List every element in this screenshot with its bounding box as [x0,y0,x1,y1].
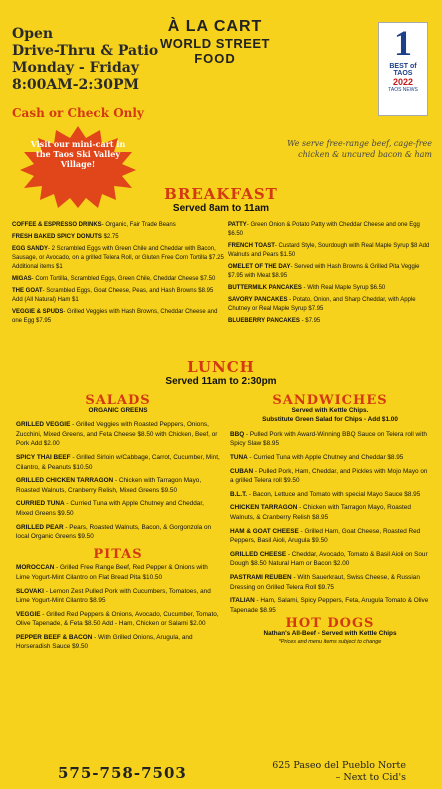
hours-block [12,26,158,94]
menu-item [16,476,220,495]
menu-item [12,245,224,272]
menu-item [230,430,430,449]
item-desc: - Chicken with Tarragon Mayo, Roasted Walnuts, & Cranberry Relish $8.95 [230,504,411,521]
item-desc: - Custard Style, Sourdough with Real Maple Syrup $8 Add Walnuts and Pears $1.50 [228,243,430,258]
item-name: CUBAN [230,467,254,475]
item-name: HAM & GOAT CHEESE [230,527,299,535]
item-name: CURRIED TUNA [16,500,65,508]
menu-item [12,287,224,305]
menu-item [230,467,430,486]
item-desc: - With Grilled Onions, Arugula, and Horseradish Sauce $9.50 [16,633,193,651]
address-line-1: 625 Paseo del Pueblo Norte [272,760,406,771]
best-of-taos-badge [378,22,428,116]
breakfast-hours: Served 8am to 11am [172,203,270,214]
item-desc: - Grilled Red Peppers & Onions, Avocado, Cucumber, Tomato, Olive Tapenade, & Feta $8.50 Add - Ham, Chicken or Salami $2.00 [16,610,219,628]
brand-line-1: À LA CART [167,18,263,35]
breakfast-right-column [228,221,432,329]
menu-item [16,499,220,518]
mini-cart-note: Visit our mini-cart in the Taos Ski Valley Village! [30,139,126,169]
item-desc: - Organic, Fair Trade Beans [101,222,176,228]
item-name: CHICKEN TARRAGON [230,504,298,512]
item-desc: - 2 Scrambled Eggs with Green Chile and Cheddar with Bacon, Sausage, or Avocado, on a grilled Telera Roll, or Gluten Free Corn Tortilla $7.25 Additional items $1 [12,246,224,270]
sandwiches-title: SANDWICHES [272,393,388,408]
lunch-title: LUNCH [187,358,255,376]
item-name: PEPPER BEEF & BACON [16,633,93,641]
item-desc: - Chicken with Tarragon Mayo, Roasted Walnuts, Cranberry Relish, Mixed Greens $9.50 [16,477,202,494]
menu-item [228,296,432,314]
free-range-note: We serve free-range beef, cage-free chicken & uncured bacon & ham [287,139,432,159]
item-name: VEGGIE & SPUDS [12,309,64,315]
item-name: COFFEE & ESPRESSO DRINKS [12,222,102,228]
menu-item [16,610,220,629]
badge-news: TAOS NEWS [388,87,418,93]
menu-item [12,233,224,242]
item-desc: - With Real Maple Syrup $6.50 [301,285,386,291]
item-name: ITALIAN [230,597,255,605]
item-name: BBQ [230,430,245,438]
item-name: GRILLED CHICKEN TARRAGON [16,477,114,485]
hotdogs-title: HOT DOGS [285,616,375,632]
item-desc: - Ham, Salami, Spicy Peppers, Feta, Arugula Tomato & Olive Tapenade $8.95 [230,597,429,614]
lunch-hours: Served 11am to 2:30pm [165,376,277,387]
badge-number: 1 [394,23,412,63]
brand-line-3: FOOD [194,51,236,66]
menu-item [230,503,430,522]
sandwiches-column [230,393,430,648]
item-desc: - Scrambled Eggs, Goat Cheese, Peas, and Hash Browns $8.95 Add (All Natural) Ham $1 [12,288,214,303]
item-desc: - Served with Hash Browns & Grilled Pita Veggie $7.95 with Meat $8.95 [228,264,420,279]
item-name: FRENCH TOAST [228,243,275,249]
address-block [246,760,406,784]
item-desc: - Lemon Zest Pulled Pork with Cucumbers, Tomatoes, and Lime Yogurt-Mint Cilantro $8.95 [16,587,211,605]
item-desc: - Potato, Onion, and Sharp Cheddar, with Apple Chutney or Real Maple Syrup $7.95 [228,297,416,312]
menu-item [230,453,430,463]
pitas-title: PITAS [93,546,143,562]
item-desc: - Green Onion & Potato Patty with Cheddar Cheese and one Egg $6.50 [228,222,420,237]
item-name: BLUEBERRY PANCAKES [228,318,300,324]
item-desc: - Bacon, Lettuce and Tomato with special Mayo Sauce $8.95 [247,490,421,498]
item-desc: $2.75 [101,234,119,240]
payment-note: Cash or Check Only [12,106,144,120]
phone-number: 575-758-7503 [58,764,187,782]
menu-item [12,308,224,326]
lunch-header [0,358,442,387]
badge-year: 2022 [392,77,414,87]
item-name: SPICY THAI BEEF [16,453,71,461]
item-desc: - Pulled Pork, Ham, Cheddar, and Pickles with Mojo Mayo on a grilled Telera roll $9.50 [230,467,428,485]
salads-title: SALADS [85,393,151,408]
item-desc: - $7.95 [299,318,321,324]
menu-item [16,633,220,652]
menu-item [12,275,224,284]
item-name: THE GOAT [12,288,43,294]
item-name: FRESH BAKED SPICY DONUTS [12,234,102,240]
address-line-2: – Next to Cid's [335,772,406,783]
item-desc: - Grilled Free Range Beef, Red Pepper & Onions with Lime Yogurt-Mint Cilantro on Flat Bread Pita $10.50 [16,564,208,581]
item-desc: - Corn Tortilla, Scrambled Eggs, Green Chile, Cheddar Cheese $7.50 [31,276,216,282]
item-desc: - Pulled Pork with Award-Winning BBQ Sauce on Telera roll with Spicy Slaw $8.95 [230,430,427,448]
menu-item [16,587,220,606]
badge-best: BEST of TAOS [389,63,417,77]
service-label: Drive-Thru & Patio [12,43,159,59]
menu-item [230,596,430,615]
item-desc: - Curried Tuna with Apple Chutney and Cheddar $8.95 [247,453,404,461]
menu-item [16,563,220,582]
days-label: Monday - Friday [12,60,139,76]
item-name: B.L.T. [230,490,248,498]
item-name: GRILLED VEGGIE [16,421,71,429]
salads-sub: ORGANIC GREENS [88,406,148,414]
menu-item [230,550,430,569]
hotdogs-line: Nathan's All-Beef - Served with Kettle Chips [263,629,397,637]
item-name: SAVORY PANCAKES [228,297,288,303]
item-desc: - Grilled Veggies with Roasted Peppers, Onions, Zucchini, Mixed Greens, and Feta Cheese $8.50 with Chicken, Beef, or Pork Add $2.00 [16,421,218,448]
item-desc: - Grilled Sirloin w/Cabbage, Carrot, Cucumber, Mint, Cilantro, & Peanuts $10.50 [16,453,220,471]
item-desc: - Cheddar, Avocado, Tomato & Basil Aioli on Sour Dough $8.50 Natural Ham or Bacon $2.00 [230,550,428,568]
open-label: Open [12,26,54,42]
item-name: MIGAS [12,276,32,282]
breakfast-header [0,185,442,214]
hours-label: 8:00AM-2:30PM [12,77,139,93]
item-name: EGG SANDY [12,246,49,252]
item-name: MOROCCAN [16,564,55,572]
menu-item [228,242,432,260]
sandwiches-sub-2: Substitute Green Salad for Chips - Add $1.00 [262,416,398,424]
menu-item [228,221,432,239]
salads-column [16,393,220,656]
item-desc: - Grilled Ham, Goat Cheese, Roasted Red Peppers, Basil Aioli, Arugula $9.50 [230,527,421,545]
item-desc: - Pears, Roasted Walnuts, Bacon, & Gorgonzola on local Organic Greens $9.50 [16,523,212,541]
item-name: GRILLED CHEESE [230,550,287,558]
menu-item [230,490,430,500]
item-name: GRILLED PEAR [16,523,64,531]
breakfast-left-column [12,221,224,329]
menu-item [228,263,432,281]
price-note: *Prices and menu items subject to change [278,639,382,646]
menu-item [230,527,430,546]
item-name: TUNA [230,453,248,461]
item-desc: - Grilled Veggies with Hash Browns, Cheddar Cheese and one Egg $7.95 [12,309,218,324]
menu-item [12,221,224,230]
menu-item [228,284,432,293]
item-name: OMELET OF THE DAY [228,264,291,270]
item-desc: - Curried Tuna with Apple Chutney and Cheddar, Mixed Greens $9.50 [16,500,204,517]
item-name: BUTTERMILK PANCAKES [228,285,302,291]
sandwiches-sub-1: Served with Kettle Chips. [291,406,369,414]
brand-logo [150,18,280,66]
menu-item [228,317,432,326]
item-name: SLOVAKI [16,587,44,595]
menu-item [230,573,430,592]
item-name: VEGGIE [16,610,41,618]
breakfast-title: BREAKFAST [164,185,278,203]
item-desc: - With Sauerkraut, Swiss Cheese, & Russian Dressing on Grilled Telera Roll $9.75 [230,573,420,591]
menu-item [16,453,220,472]
item-name: PASTRAMI REUBEN [230,573,292,581]
item-name: PATTY [228,222,247,228]
menu-item [16,523,220,542]
menu-item [16,420,220,449]
brand-line-2: WORLD STREET [160,36,270,51]
